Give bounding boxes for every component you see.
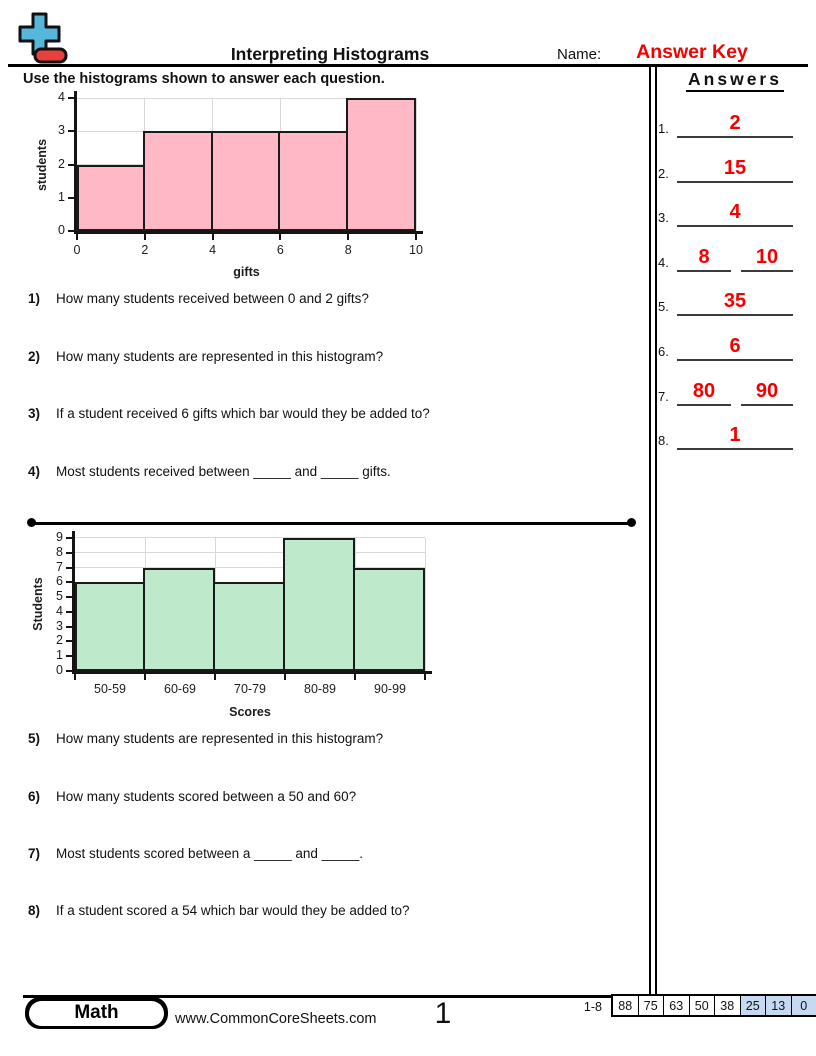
y-tick-label: 0: [58, 223, 65, 237]
score-cell: 50: [689, 996, 715, 1015]
x-axis: [72, 671, 432, 674]
y-axis: [74, 91, 78, 234]
question-item: [28, 464, 391, 479]
score-cell: 38: [714, 996, 740, 1015]
y-tick: [66, 626, 73, 628]
question-number: 4): [28, 464, 41, 479]
x-tick: [284, 674, 286, 680]
answer-number: 2.: [658, 165, 669, 181]
y-tick-label: 5: [56, 589, 63, 604]
answer-value: 35: [723, 290, 747, 313]
question-item: [28, 789, 356, 804]
question-text: Most students scored between a _____ and _____.: [56, 846, 363, 861]
question-item: [28, 903, 410, 918]
y-tick-label: 2: [56, 633, 63, 648]
answer-value: 10: [755, 245, 779, 268]
page-number: 1: [434, 997, 452, 1030]
question-number: 1): [28, 291, 41, 306]
x-tick-label: 8: [344, 243, 352, 257]
answer-number: 7.: [658, 388, 669, 404]
answer-value: 2: [729, 112, 741, 134]
subject-badge: [25, 997, 168, 1029]
y-tick-label: 2: [58, 156, 65, 171]
histogram-bar: [346, 98, 416, 231]
answer-value: 8: [698, 245, 710, 268]
section-divider-line: [30, 522, 630, 525]
y-tick: [66, 537, 73, 539]
x-axis-title: gifts: [233, 265, 260, 279]
y-tick-label: 1: [56, 648, 63, 663]
histogram-bar: [77, 165, 145, 231]
gridline-h: [75, 537, 425, 538]
answer-blank-line: [677, 225, 793, 227]
score-cell: 13: [765, 996, 791, 1015]
y-tick-label: 8: [56, 544, 63, 559]
subject-badge-label: Math: [29, 1001, 164, 1026]
histogram-bar: [278, 131, 348, 231]
x-axis: [74, 231, 423, 234]
answer-value: 90: [755, 379, 779, 402]
answer-blank-line: [677, 314, 793, 316]
divider-right-dot: [627, 518, 636, 527]
y-tick-label: 9: [56, 529, 63, 544]
answer-value: 15: [723, 156, 747, 179]
question-number: 6): [28, 789, 41, 804]
question-number: 7): [28, 846, 41, 861]
y-axis-title: students: [35, 138, 49, 191]
answer-value: 80: [692, 379, 716, 402]
answer-value: 6: [729, 335, 741, 357]
histogram-bar: [213, 582, 285, 671]
y-tick-label: 3: [56, 618, 63, 633]
score-cell: 25: [740, 996, 766, 1015]
answer-number: 8.: [658, 433, 669, 449]
question-text: How many students scored between a 50 and 60?: [56, 789, 357, 804]
question-text: How many students are represented in this histogram?: [56, 731, 384, 746]
x-tick: [212, 234, 214, 240]
x-tick: [347, 234, 349, 240]
y-tick: [66, 670, 73, 672]
score-cell: 88: [618, 998, 633, 1013]
score-strip: [611, 994, 816, 1017]
x-tick: [214, 674, 216, 680]
question-number: 2): [28, 349, 41, 364]
x-tick: [76, 234, 78, 240]
answer-key-label: Answer Key: [636, 41, 748, 63]
x-tick-label: 6: [276, 243, 284, 257]
name-label: Name:: [557, 46, 602, 63]
y-tick-label: 0: [56, 663, 63, 677]
y-tick: [68, 197, 75, 199]
instruction-text: Use the histograms shown to answer each question.: [23, 71, 385, 87]
score-cell: 75: [638, 996, 664, 1015]
y-tick: [66, 596, 73, 598]
question-number: 5): [28, 731, 41, 746]
x-tick: [144, 674, 146, 680]
question-item: [28, 291, 369, 306]
answer-number: 3.: [658, 210, 669, 226]
score-cell: 0: [791, 996, 816, 1015]
histogram-bar: [353, 568, 425, 671]
divider-left-dot: [27, 518, 36, 527]
x-category-label: 90-99: [374, 682, 406, 696]
x-tick: [74, 674, 76, 680]
question-text: How many students are represented in this histogram?: [56, 349, 384, 364]
x-category-label: 70-79: [234, 682, 266, 696]
x-tick: [415, 234, 417, 240]
x-category-label: 80-89: [304, 682, 336, 696]
answer-value: 4: [729, 201, 741, 224]
plus-minus-math-logo-icon: [14, 11, 68, 64]
x-axis-title: Scores: [229, 705, 271, 719]
answers-panel-separator: [649, 66, 657, 995]
x-category-label: 50-59: [94, 682, 126, 696]
y-tick: [68, 97, 75, 99]
score-cell: 63: [663, 996, 689, 1015]
y-tick-label: 1: [58, 189, 65, 204]
question-text: If a student received 6 gifts which bar would they be added to?: [56, 406, 430, 421]
y-tick-label: 3: [58, 123, 65, 138]
x-tick: [354, 674, 356, 680]
y-tick: [66, 581, 73, 583]
y-tick: [66, 655, 73, 657]
answer-number: 1.: [658, 121, 669, 136]
y-tick: [66, 611, 73, 613]
x-tick-label: 10: [409, 243, 423, 257]
header-divider-line: [8, 64, 808, 67]
answer-number: 6.: [658, 344, 669, 359]
question-text: If a student scored a 54 which bar would they be added to?: [56, 903, 410, 918]
histogram-bar: [143, 568, 215, 671]
page-title: Interpreting Histograms: [230, 44, 430, 64]
histogram-bar: [75, 582, 145, 671]
question-item: [28, 731, 383, 746]
question-text: Most students received between _____ and _____ gifts.: [56, 464, 391, 479]
y-tick: [66, 640, 73, 642]
question-number: 3): [28, 406, 41, 421]
question-number: 8): [28, 903, 41, 918]
y-tick: [66, 552, 73, 554]
answer-blank-line: [741, 404, 793, 406]
answer-blank-line: [677, 181, 793, 183]
x-tick-label: 0: [73, 243, 81, 257]
answers-panel-title: Answers: [657, 69, 813, 90]
score-range-label: 1-8: [583, 1000, 602, 1014]
y-tick-label: 6: [56, 574, 63, 589]
question-text: How many students received between 0 and 2 gifts?: [56, 291, 369, 306]
y-tick-label: 4: [56, 603, 63, 618]
y-axis-title: Students: [31, 577, 45, 632]
y-tick: [68, 130, 75, 132]
histogram-bar: [211, 131, 281, 231]
x-tick-label: 4: [209, 243, 217, 257]
y-tick: [68, 164, 75, 166]
gridline-h: [75, 552, 425, 553]
y-tick-label: 7: [56, 559, 63, 574]
website-text: www.CommonCoreSheets.com: [175, 1011, 377, 1027]
answer-blank-line: [677, 404, 731, 406]
answer-blank-line: [741, 270, 793, 272]
answer-value: 1: [729, 424, 741, 447]
question-item: [28, 846, 363, 861]
y-tick: [68, 230, 75, 232]
histogram-bar: [283, 538, 355, 671]
y-tick: [66, 567, 73, 569]
histogram-bar: [143, 131, 213, 231]
x-tick: [424, 674, 426, 680]
x-tick: [144, 234, 146, 240]
question-item: [28, 406, 430, 421]
x-category-label: 60-69: [164, 682, 196, 696]
question-item: [28, 349, 383, 364]
answer-blank-line: [677, 448, 793, 450]
answer-blank-line: [677, 270, 731, 272]
answer-blank-line: [677, 136, 793, 138]
y-tick-label: 4: [58, 90, 65, 105]
x-tick-label: 2: [141, 243, 149, 257]
x-tick: [279, 234, 281, 240]
answer-blank-line: [677, 359, 793, 361]
answer-number: 5.: [658, 299, 669, 315]
answer-number: 4.: [658, 254, 669, 270]
